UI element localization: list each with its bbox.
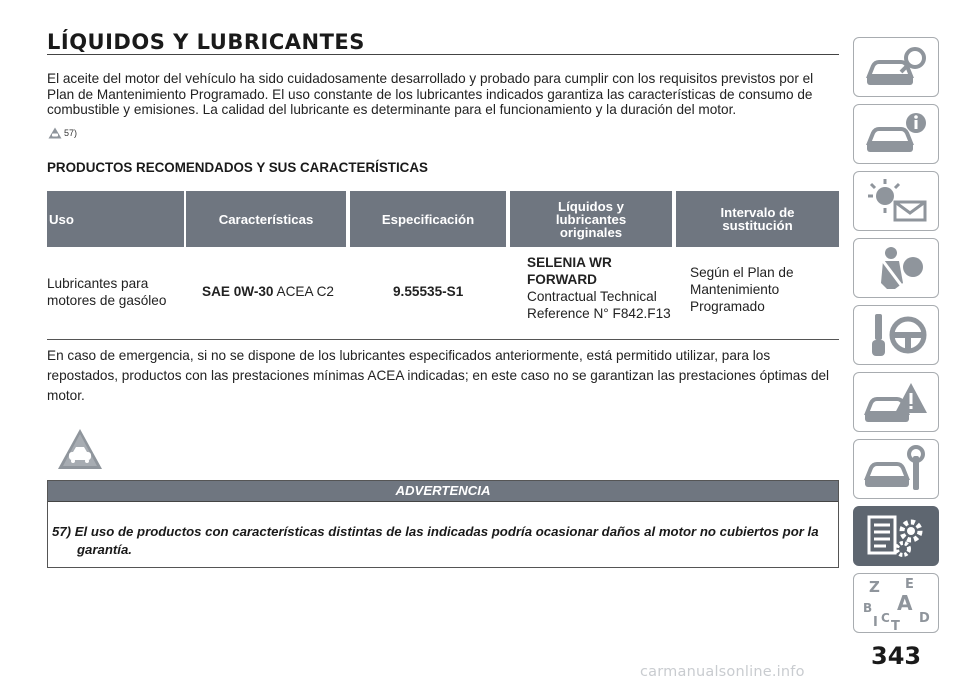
car-warning-icon	[57, 428, 103, 470]
svg-text:B: B	[863, 601, 873, 615]
key-steering-wheel-icon	[861, 310, 931, 360]
car-info-icon	[861, 109, 931, 159]
tab-seatbelt-airbag[interactable]	[853, 238, 939, 298]
cell-caracteristicas	[202, 283, 352, 300]
tab-car-info[interactable]	[853, 104, 939, 164]
cell-intervalo: Según el Plan de Mantenimiento Programado	[690, 265, 794, 314]
svg-text:A: A	[897, 591, 913, 615]
cell-uso: Lubricantes para motores de gasóleo	[47, 276, 167, 308]
warning-box	[47, 480, 839, 568]
svg-text:D: D	[919, 611, 930, 626]
warning-text: 57) El uso de productos con características distintas de las indicadas podría ocasionar daños al motor no cubiertos por la garantía.	[52, 524, 819, 557]
table-row	[47, 254, 839, 334]
watermark: carmanualsonline.info	[640, 664, 805, 680]
header-especificacion: Especificación	[350, 191, 506, 247]
warning-reference[interactable]	[48, 127, 77, 139]
tab-specifications[interactable]	[853, 506, 939, 566]
tab-warning-lights[interactable]	[853, 171, 939, 231]
title-divider	[47, 54, 839, 55]
car-wrench-icon	[861, 444, 931, 494]
car-breakdown-icon	[861, 377, 931, 427]
header-liquidos: Líquidos y lubricantes originales	[510, 191, 672, 247]
warning-title: ADVERTENCIA	[48, 481, 838, 502]
section-subtitle: PRODUCTOS RECOMENDADOS Y SUS CARACTERÍSTICAS	[47, 160, 428, 175]
tab-car-search[interactable]	[853, 37, 939, 97]
seatbelt-airbag-icon	[861, 243, 931, 293]
page-number: 343	[871, 642, 922, 670]
svg-text:T: T	[891, 619, 900, 630]
svg-text:C: C	[881, 611, 890, 625]
svg-text:Z: Z	[869, 578, 880, 596]
cell-especificacion: 9.55535-S1	[393, 284, 464, 299]
page-title: LÍQUIDOS Y LUBRICANTES	[47, 30, 365, 54]
svg-text:E: E	[905, 577, 914, 592]
tab-alphabetical-index[interactable]	[853, 573, 939, 633]
svg-text:I: I	[873, 615, 878, 630]
alphabet-index-icon	[861, 576, 931, 630]
header-intervalo: Intervalo de sustitución	[676, 191, 839, 247]
warning-lights-icon	[861, 176, 931, 226]
specs-gear-icon	[861, 511, 931, 561]
product-name: SELENIA WR FORWARD	[527, 255, 612, 287]
header-uso: Uso	[47, 191, 184, 247]
reference-number: 57)	[64, 128, 78, 138]
product-reference: Contractual Technical Reference N° F842.F13	[527, 289, 671, 321]
intro-paragraph: El aceite del motor del vehículo ha sido cuidadosamente desarrollado y probado para cumplir con los requisitos previstos por el Plan de Mantenimiento Programado. El uso constante de los lubricantes indicados garantiza las características de consumo de combustible y emisiones. La calidad del lubricante es determinante para el funcionamiento y la duración del motor.	[47, 71, 814, 117]
table-header	[47, 191, 839, 247]
car-search-icon	[861, 42, 931, 92]
table-divider	[47, 339, 839, 340]
tab-car-breakdown[interactable]	[853, 372, 939, 432]
viscosity-grade: SAE 0W-30	[202, 284, 274, 299]
tab-car-wrench[interactable]	[853, 439, 939, 499]
emergency-note: En caso de emergencia, si no se dispone de los lubricantes especificados anteriormente, está permitido utilizar, para los repostados, productos con las prestaciones mínimas ACEA indicadas; en este caso no se garantizan las prestaciones óptimas del motor.	[47, 348, 830, 403]
cell-liquidos	[527, 254, 677, 322]
warning-triangle-icon	[48, 127, 62, 139]
acea-class: ACEA C2	[276, 284, 334, 299]
header-caracteristicas: Características	[186, 191, 346, 247]
tab-key-steering[interactable]	[853, 305, 939, 365]
